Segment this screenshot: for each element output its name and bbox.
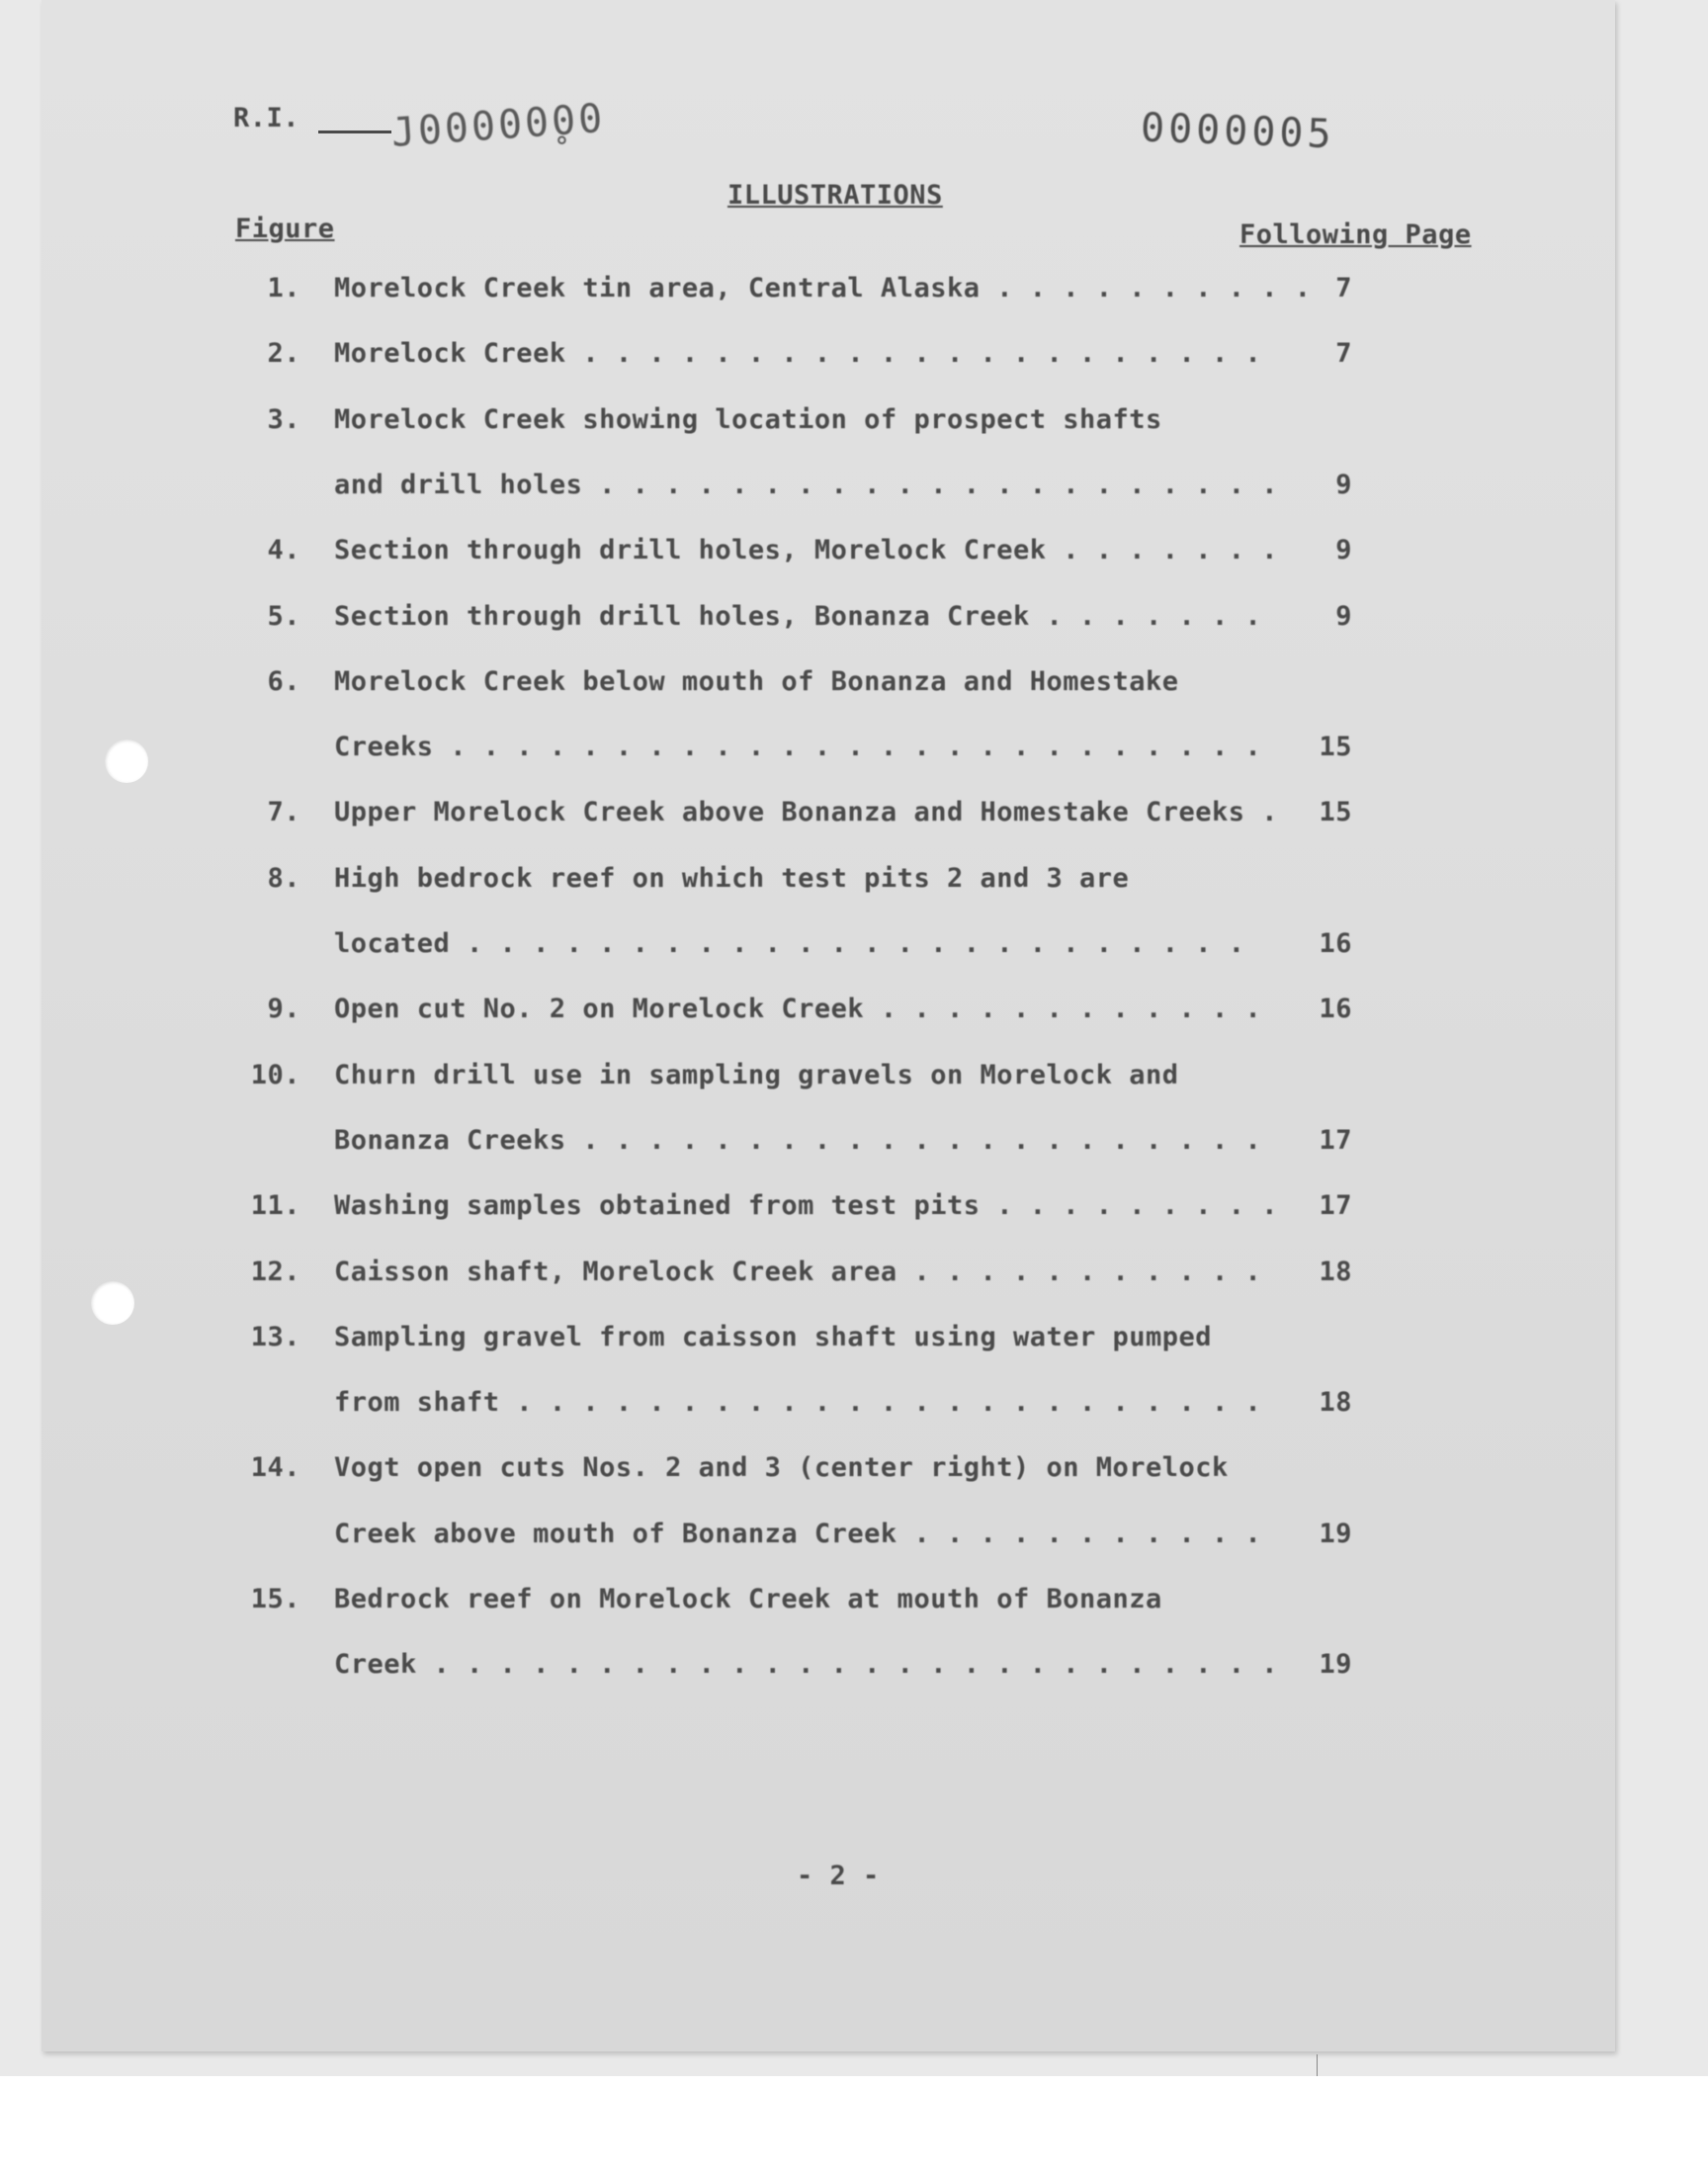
figure-number: 2. — [267, 338, 300, 369]
figure-caption: High bedrock reef on which test pits 2 and 3 are — [334, 863, 1130, 894]
list-item — [0, 1190, 1708, 1230]
ri-number-stamp: J00000̥00 — [389, 95, 607, 156]
figure-number: 11. — [250, 1190, 300, 1221]
list-item — [0, 1584, 1708, 1623]
list-item — [0, 1060, 1708, 1099]
following-page-number: 17 — [1319, 1190, 1352, 1221]
ri-label: R.I. — [233, 103, 300, 133]
figure-number: 9. — [267, 994, 300, 1024]
following-page-number: 19 — [1319, 1519, 1352, 1549]
figure-caption: Creek above mouth of Bonanza Creek . . . . . . . . . . . — [334, 1519, 1262, 1549]
following-page-number: 9 — [1335, 470, 1352, 500]
following-page-number: 16 — [1319, 928, 1352, 959]
list-item — [0, 338, 1708, 378]
figure-caption: Creeks . . . . . . . . . . . . . . . . . . . . . . . . . — [334, 732, 1262, 762]
list-item — [0, 1452, 1708, 1492]
following-page-number: 15 — [1319, 797, 1352, 827]
figure-caption: Upper Morelock Creek above Bonanza and Homestake Creeks . — [334, 797, 1279, 827]
list-item — [0, 1125, 1708, 1165]
following-page-number: 18 — [1319, 1257, 1352, 1287]
following-page-number: 9 — [1335, 601, 1352, 632]
figure-caption: located . . . . . . . . . . . . . . . . . . . . . . . . — [334, 928, 1245, 959]
figure-caption: Vogt open cuts Nos. 2 and 3 (center right) on Morelock — [334, 1452, 1229, 1483]
figure-caption: Creek . . . . . . . . . . . . . . . . . . . . . . . . . . — [334, 1649, 1279, 1680]
figure-caption: Morelock Creek tin area, Central Alaska . . . . . . . . . . — [334, 273, 1312, 304]
figure-caption: Section through drill holes, Morelock Creek . . . . . . . — [334, 535, 1279, 566]
figure-caption: and drill holes . . . . . . . . . . . . . . . . . . . . . — [334, 470, 1279, 500]
list-item — [0, 994, 1708, 1033]
list-item — [0, 732, 1708, 771]
list-item — [0, 535, 1708, 574]
figure-caption: Bedrock reef on Morelock Creek at mouth of Bonanza — [334, 1584, 1162, 1614]
list-item — [0, 863, 1708, 903]
page-title: ILLUSTRATIONS — [727, 180, 943, 211]
list-item — [0, 1322, 1708, 1361]
scan-edge-mark — [1317, 2054, 1318, 2076]
list-item — [0, 1649, 1708, 1689]
list-item — [0, 1257, 1708, 1296]
figure-caption: Section through drill holes, Bonanza Creek . . . . . . . — [334, 601, 1262, 632]
column-header-following-page: Following Page — [1239, 219, 1472, 250]
document-number-stamp: 0000005 — [1140, 105, 1336, 158]
figure-number: 13. — [250, 1322, 300, 1352]
figure-number: 1. — [267, 273, 300, 304]
list-item — [0, 928, 1708, 968]
figure-number: 15. — [250, 1584, 300, 1614]
list-item — [0, 470, 1708, 509]
following-page-number: 15 — [1319, 732, 1352, 762]
page-number: - 2 - — [797, 1861, 880, 1891]
figure-caption: from shaft . . . . . . . . . . . . . . . . . . . . . . . — [334, 1387, 1262, 1418]
figure-number: 5. — [267, 601, 300, 632]
figure-number: 4. — [267, 535, 300, 566]
list-item — [0, 797, 1708, 836]
list-item — [0, 273, 1708, 312]
figure-caption: Bonanza Creeks . . . . . . . . . . . . . . . . . . . . . — [334, 1125, 1262, 1156]
following-page-number: 7 — [1335, 338, 1352, 369]
figure-number: 7. — [267, 797, 300, 827]
figure-caption: Washing samples obtained from test pits . . . . . . . . . — [334, 1190, 1279, 1221]
following-page-number: 9 — [1335, 535, 1352, 566]
list-item — [0, 1519, 1708, 1558]
figure-number: 12. — [250, 1257, 300, 1287]
figure-number: 6. — [267, 666, 300, 697]
list-item — [0, 404, 1708, 444]
figure-caption: Churn drill use in sampling gravels on Morelock and — [334, 1060, 1179, 1090]
figure-number: 3. — [267, 404, 300, 435]
figure-caption: Open cut No. 2 on Morelock Creek . . . . . . . . . . . . — [334, 994, 1262, 1024]
figure-caption: Morelock Creek . . . . . . . . . . . . . . . . . . . . . — [334, 338, 1262, 369]
figure-number: 10. — [250, 1060, 300, 1090]
following-page-number: 16 — [1319, 994, 1352, 1024]
list-item — [0, 601, 1708, 641]
figure-caption: Morelock Creek below mouth of Bonanza and Homestake — [334, 666, 1179, 697]
following-page-number: 18 — [1319, 1387, 1352, 1418]
figure-caption: Caisson shaft, Morelock Creek area . . . . . . . . . . . — [334, 1257, 1262, 1287]
figure-number: 8. — [267, 863, 300, 894]
figure-caption: Morelock Creek showing location of prospect shafts — [334, 404, 1162, 435]
figure-caption: Sampling gravel from caisson shaft using water pumped — [334, 1322, 1213, 1352]
following-page-number: 7 — [1335, 273, 1352, 304]
following-page-number: 17 — [1319, 1125, 1352, 1156]
figure-number: 14. — [250, 1452, 300, 1483]
list-item — [0, 1387, 1708, 1427]
ri-underline — [318, 130, 391, 133]
following-page-number: 19 — [1319, 1649, 1352, 1680]
list-item — [0, 666, 1708, 706]
column-header-figure: Figure — [235, 214, 335, 244]
